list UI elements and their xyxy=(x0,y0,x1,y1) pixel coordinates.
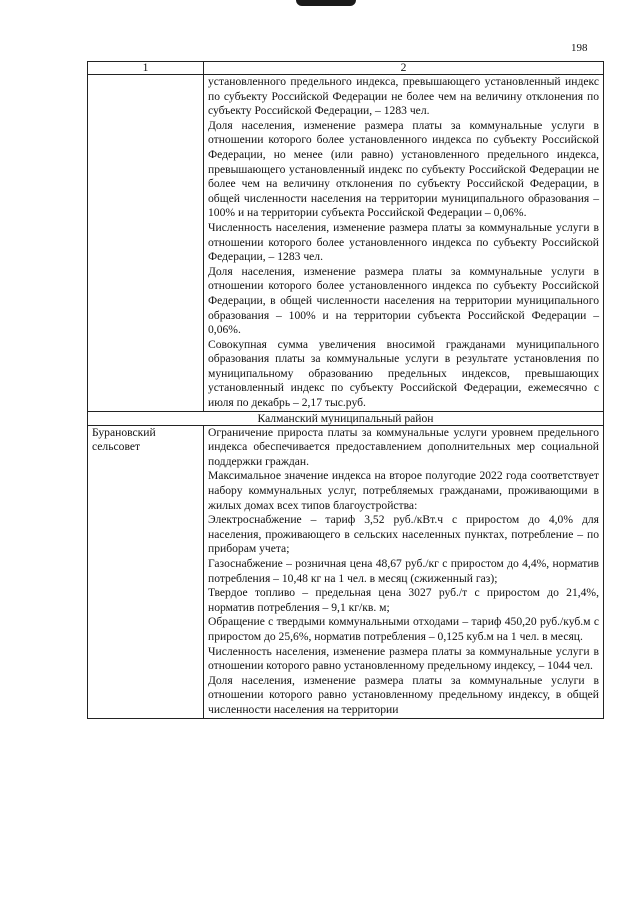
table-row xyxy=(88,75,604,412)
paragraph: Совокупная сумма увеличения вносимой гражданами муниципального образования платы за коммунальные услуги в результате установления по муниципальному образованию предельных индексов, превышающих установленный индекс по субъекту Российской Федерации, ежемесячно с июля по декабрь – 2,17 тыс.руб. xyxy=(208,337,599,410)
paragraph: установленного предельного индекса, превышающего установленный индекс по субъекту Российской Федерации не более чем на величину отклонения по субъекту Российской Федерации, – 1283 чел. xyxy=(208,75,599,118)
paragraph: Доля населения, изменение размера платы за коммунальные услуги в отношении которого более установленного индекса по субъекту Российской Федерации, но менее (или равно) установленного предельного индекса, превышающего установленный индекс по субъекту Российской Федерации не более чем на величину отклонения по субъекту Российской Федерации, в общей численности населения на территории муниципального образования – 100% и на территории субъекта Российской Федерации – 0,06%. xyxy=(208,118,599,220)
paragraph: Твердое топливо – предельная цена 3027 руб./т с приростом до 21,4%, норматив потребления – 9,1 кг/кв. м; xyxy=(208,586,599,614)
table-header-row xyxy=(88,62,604,75)
document-table xyxy=(87,61,604,719)
district-title: Калманский муниципальный район xyxy=(88,411,604,425)
paragraph: Доля населения, изменение размера платы за коммунальные услуги в отношении которого равно установленному предельному индексу, в общей численности населения на территории xyxy=(208,673,599,716)
scan-top-mark xyxy=(296,0,356,6)
paragraph: Электроснабжение – тариф 3,52 руб./кВт.ч с приростом до 4,0% для населения, проживающего в сельских населенных пунктах, потребление – по приборам учета; xyxy=(208,513,599,556)
paragraph: Максимальное значение индекса на второе полугодие 2022 года соответствует набору коммунальных услуг, потребляемых гражданами, проживающими в жилых домах всех типов благоустройства: xyxy=(208,469,599,512)
page-number: 198 xyxy=(571,42,588,54)
municipality-cell xyxy=(88,75,204,412)
district-row xyxy=(88,411,604,425)
description-cell xyxy=(204,75,604,412)
paragraph: Численность населения, изменение размера платы за коммунальные услуги в отношении которого равно установленному предельному индексу, – 1044 чел. xyxy=(208,644,599,673)
header-col-1: 1 xyxy=(88,62,204,75)
table-row xyxy=(88,425,604,718)
paragraph: Численность населения, изменение размера платы за коммунальные услуги в отношении которого более установленного индекса по субъекту Российской Федерации, – 1283 чел. xyxy=(208,220,599,264)
paragraph: Доля населения, изменение размера платы за коммунальные услуги в отношении которого более установленного индекса по субъекту Российской Федерации, в общей численности населения на территории муниципального образования – 100% и на территории субъекта Российской Федерации – 0,06%. xyxy=(208,264,599,337)
header-col-2: 2 xyxy=(204,62,604,75)
paragraph: Газоснабжение – розничная цена 48,67 руб./кг с приростом до 4,4%, норматив потребления – 10,48 кг на 1 чел. в месяц (сжиженный газ); xyxy=(208,557,599,585)
paragraph: Обращение с твердыми коммунальными отходами – тариф 450,20 руб./куб.м с приростом до 25,6%, норматив потребления – 0,125 куб.м на 1 чел. в месяц. xyxy=(208,615,599,643)
paragraph: Ограничение прироста платы за коммунальные услуги уровнем предельного индекса обеспечивается предоставлением дополнительных мер социальной поддержки граждан. xyxy=(208,425,599,468)
municipality-cell: Бурановский сельсовет xyxy=(88,425,204,718)
description-cell xyxy=(204,425,604,718)
